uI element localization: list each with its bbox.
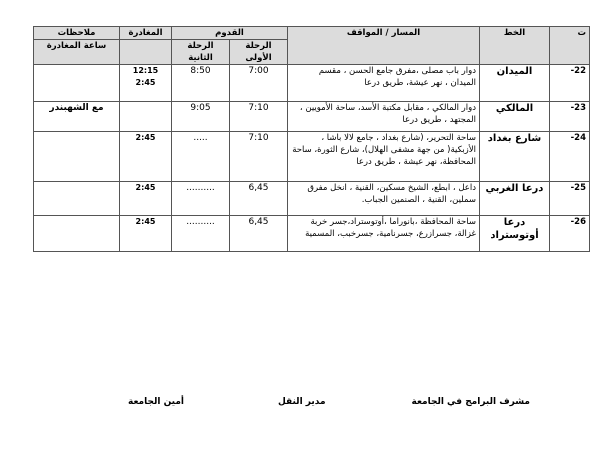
row-line: درعا الغربي (480, 182, 550, 216)
header-row (34, 27, 590, 40)
row-number: -26 (550, 216, 590, 252)
row-trip1: 6,45 (230, 182, 288, 216)
signature-supervisor: مشرف البرامج في الجامعة (411, 397, 530, 407)
row-notes (34, 65, 120, 102)
row-line: المالكي (480, 102, 550, 132)
header-line: الخط (480, 27, 550, 65)
table-row (34, 65, 590, 102)
row-trip2: ..... (172, 132, 230, 182)
table-row (34, 132, 590, 182)
row-notes: مع الشهبندر (34, 102, 120, 132)
row-notes (34, 182, 120, 216)
row-route: داعل ، ابطع، الشيخ مسكين، القنية ، انخل مفرق سملين، القنية ، الصنمين الجباب. (288, 182, 480, 216)
row-trip2: .......... (172, 182, 230, 216)
row-number: -25 (550, 182, 590, 216)
row-number: -22 (550, 65, 590, 102)
row-notes (34, 216, 120, 252)
row-trip1: 7:10 (230, 102, 288, 132)
row-departure: 2:45 (120, 216, 172, 252)
row-line: درعا أوتوستراد (480, 216, 550, 252)
row-trip1: 7:10 (230, 132, 288, 182)
row-route: ساحة التحرير، (شارع بغداد ، جامع لالا باشا ، الأزبكية( من جهة مشفى الهلال)، شارع الثورة، ساحة المحافظة، نهر عيشة ، طريق درعا (288, 132, 480, 182)
header-departure: المغادرة (120, 27, 172, 40)
row-route: ساحة المحافظة ،بانوراما ،أوتوستراد،جسر خربة غزالة، جسرازرع، جسرنامية، جسرخبب، المسمية (288, 216, 480, 252)
signature-transport-manager: مدير النقل (278, 397, 326, 407)
row-line: الميدان (480, 65, 550, 102)
table-row (34, 182, 590, 216)
row-line: شارع بغداد (480, 132, 550, 182)
row-route: دوار المالكي ، مقابل مكتبة الأسد، ساحة الأمويين ، المجتهد ، طريق درعا (288, 102, 480, 132)
signature-secretary: أمين الجامعة (128, 397, 185, 407)
row-trip2: 9:05 (172, 102, 230, 132)
row-trip2: .......... (172, 216, 230, 252)
row-trip2: 8:50 (172, 65, 230, 102)
row-departure: 12:15 2:45 (120, 65, 172, 102)
header-route: المسار / المواقف (288, 27, 480, 65)
row-notes (34, 132, 120, 182)
header-departure-time: ساعة المغادرة (34, 40, 120, 65)
row-trip1: 7:00 (230, 65, 288, 102)
header-trip1: الرحلة الأولى (230, 40, 288, 65)
schedule-table (33, 26, 590, 252)
row-number: -24 (550, 132, 590, 182)
header-notes: ملاحظات (34, 27, 120, 40)
row-departure: 2:45 (120, 182, 172, 216)
row-number: -23 (550, 102, 590, 132)
row-departure (120, 102, 172, 132)
row-route: دوار باب مصلى ،مفرق جامع الحسن ، مقسم الميدان ، نهر عيشة، طريق درعا (288, 65, 480, 102)
row-departure: 2:45 (120, 132, 172, 182)
header-arrival: القدوم (172, 27, 288, 40)
table-row (34, 216, 590, 252)
row-trip1: 6,45 (230, 216, 288, 252)
header-trip2: الرحلة الثانية (172, 40, 230, 65)
table-row (34, 102, 590, 132)
header-num: ت (550, 27, 590, 65)
